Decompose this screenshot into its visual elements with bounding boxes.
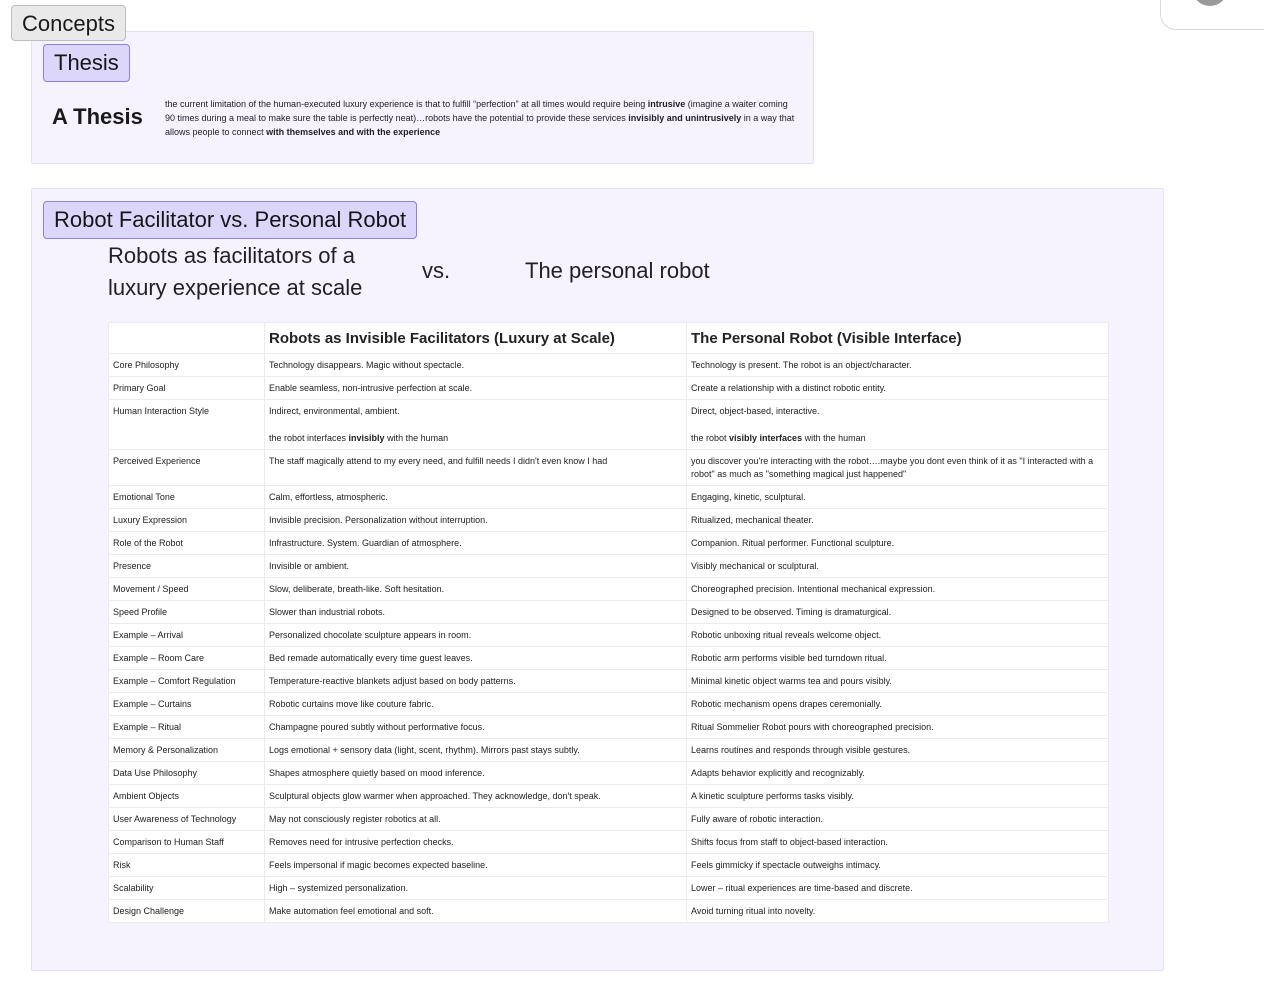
row-label-cell[interactable]: Comparison to Human Staff	[109, 831, 265, 854]
facilitator-cell[interactable]	[265, 624, 687, 647]
personal-robot-cell[interactable]	[687, 601, 1109, 624]
table-row	[109, 578, 1109, 601]
facilitator-cell[interactable]	[265, 854, 687, 877]
personal-robot-cell[interactable]	[687, 831, 1109, 854]
cell-text: Indirect, environmental, ambient.	[269, 406, 400, 416]
cell-text: Minimal kinetic object warms tea and pours visibly.	[691, 676, 892, 686]
row-label-cell[interactable]: Design Challenge	[109, 900, 265, 923]
row-label-cell[interactable]: Core Philosophy	[109, 354, 265, 377]
table-row	[109, 854, 1109, 877]
cell-text: Visibly mechanical or sculptural.	[691, 561, 819, 571]
cell-text: Logs emotional + sensory data (light, scent, rhythm). Mirrors past stays subtly.	[269, 745, 580, 755]
row-label-cell[interactable]: Speed Profile	[109, 601, 265, 624]
facilitator-cell[interactable]	[265, 900, 687, 923]
facilitator-cell[interactable]	[265, 555, 687, 578]
cell-text: Infrastructure. System. Guardian of atmosphere.	[269, 538, 462, 548]
cell-text: Ritualized, mechanical theater.	[691, 515, 814, 525]
cell-text: Companion. Ritual performer. Functional sculpture.	[691, 538, 895, 548]
cell-text: Slower than industrial robots.	[269, 607, 386, 617]
personal-robot-cell[interactable]	[687, 509, 1109, 532]
thesis-text-2: (imagine a waiter coming 90 times during a meal to make sure the table is perfectly neat)…robots have the potential to provide these services	[165, 99, 788, 123]
row-label-cell[interactable]: Role of the Robot	[109, 532, 265, 555]
facilitator-cell[interactable]	[265, 450, 687, 486]
cell-text: Temperature-reactive blankets adjust based on body patterns.	[269, 676, 516, 686]
sub-text: the robot interfaces	[269, 433, 349, 443]
robot-comparison-pill[interactable]: Robot Facilitator vs. Personal Robot	[43, 201, 417, 239]
row-label-cell[interactable]: Risk	[109, 854, 265, 877]
row-label-cell[interactable]: Primary Goal	[109, 377, 265, 400]
cell-text: Lower – ritual experiences are time-based and discrete.	[691, 883, 913, 893]
cell-text: Enable seamless, non-intrusive perfection at scale.	[269, 383, 473, 393]
cell-text: May not consciously register robotics at all.	[269, 814, 441, 824]
personal-robot-cell[interactable]	[687, 716, 1109, 739]
cell-text: Avoid turning ritual into novelty.	[691, 906, 816, 916]
table-row	[109, 624, 1109, 647]
personal-robot-interaction-note	[691, 432, 1104, 445]
table-row	[109, 785, 1109, 808]
cell-text: Shapes atmosphere quietly based on mood inference.	[269, 768, 485, 778]
cell-text: Learns routines and responds through visible gestures.	[691, 745, 911, 755]
personal-robot-cell[interactable]	[687, 624, 1109, 647]
cell-text: Champagne poured subtly without performative focus.	[269, 722, 485, 732]
table-row	[109, 739, 1109, 762]
facilitator-cell[interactable]	[265, 354, 687, 377]
row-label-cell[interactable]: Perceived Experience	[109, 450, 265, 486]
facilitator-cell[interactable]	[265, 716, 687, 739]
table-row	[109, 693, 1109, 716]
sub-text: with the human	[384, 433, 449, 443]
row-label-cell[interactable]: User Awareness of Technology	[109, 808, 265, 831]
cell-text: High – systemized personalization.	[269, 883, 409, 893]
row-label-cell[interactable]: Example – Arrival	[109, 624, 265, 647]
cell-text: Make automation feel emotional and soft.	[269, 906, 434, 916]
cell-text: Personalized chocolate sculpture appears in room.	[269, 630, 472, 640]
row-label-cell[interactable]: Scalability	[109, 877, 265, 900]
cell-text: Shifts focus from staff to object-based interaction.	[691, 837, 888, 847]
table-row	[109, 900, 1109, 923]
thesis-body	[165, 97, 795, 139]
personal-robot-cell[interactable]	[687, 400, 1109, 450]
cell-text: Robotic mechanism opens drapes ceremonially.	[691, 699, 882, 709]
facilitator-cell[interactable]	[265, 670, 687, 693]
row-label-cell[interactable]: Data Use Philosophy	[109, 762, 265, 785]
facilitator-cell[interactable]	[265, 400, 687, 450]
cell-text: Removes need for intrusive perfection checks.	[269, 837, 454, 847]
cell-text: Choreographed precision. Intentional mechanical expression.	[691, 584, 936, 594]
table-header-cell[interactable]	[109, 323, 265, 354]
personal-robot-cell[interactable]	[687, 647, 1109, 670]
row-label-cell[interactable]: Presence	[109, 555, 265, 578]
thesis-bold-1: intrusive	[647, 99, 686, 109]
cell-text: Designed to be observed. Timing is dramaturgical.	[691, 607, 892, 617]
table-row	[109, 400, 1109, 450]
thesis-text-1: the current limitation of the human-executed luxury experience is that to fulfill “perfection” at all times would require being	[165, 99, 648, 109]
personal-robot-cell[interactable]	[687, 854, 1109, 877]
facilitator-cell[interactable]	[265, 532, 687, 555]
row-label-cell[interactable]: Memory & Personalization	[109, 739, 265, 762]
personal-robot-cell[interactable]	[687, 670, 1109, 693]
personal-robot-cell[interactable]	[687, 450, 1109, 486]
cell-text: The staff magically attend to my every need, and fulfill needs I didn't even know I had	[269, 456, 608, 466]
table-row	[109, 555, 1109, 578]
table-row	[109, 354, 1109, 377]
cell-text: Feels gimmicky if spectacle outweighs intimacy.	[691, 860, 881, 870]
cell-text: Robotic curtains move like couture fabric.	[269, 699, 434, 709]
sub-bold: visibly interfaces	[729, 433, 803, 443]
table-row	[109, 450, 1109, 486]
cell-text: Engaging, kinetic, sculptural.	[691, 492, 806, 502]
personal-robot-cell[interactable]	[687, 354, 1109, 377]
cell-text: Slow, deliberate, breath-like. Soft hesitation.	[269, 584, 445, 594]
personal-robot-cell[interactable]	[687, 785, 1109, 808]
table-header-cell[interactable]: The Personal Robot (Visible Interface)	[687, 323, 1109, 354]
row-label-cell[interactable]: Example – Room Care	[109, 647, 265, 670]
cell-text: Invisible or ambient.	[269, 561, 350, 571]
facilitator-cell[interactable]	[265, 762, 687, 785]
facilitator-cell[interactable]	[265, 486, 687, 509]
table-row	[109, 877, 1109, 900]
personal-robot-cell[interactable]	[687, 377, 1109, 400]
personal-robot-cell[interactable]	[687, 486, 1109, 509]
row-label-cell[interactable]: Example – Ritual	[109, 716, 265, 739]
row-label-cell[interactable]: Emotional Tone	[109, 486, 265, 509]
table-row	[109, 831, 1109, 854]
row-label-cell[interactable]: Movement / Speed	[109, 578, 265, 601]
personal-robot-cell[interactable]	[687, 578, 1109, 601]
personal-robot-cell[interactable]	[687, 762, 1109, 785]
facilitator-cell[interactable]	[265, 578, 687, 601]
facilitator-cell[interactable]	[265, 601, 687, 624]
personal-robot-cell[interactable]	[687, 555, 1109, 578]
personal-robot-cell[interactable]	[687, 739, 1109, 762]
cell-text: Technology is present. The robot is an object/character.	[691, 360, 912, 370]
sub-text: the robot	[691, 433, 730, 443]
table-row	[109, 486, 1109, 509]
cell-text: Robotic unboxing ritual reveals welcome object.	[691, 630, 882, 640]
cell-text: Robotic arm performs visible bed turndown ritual.	[691, 653, 887, 663]
table-row	[109, 762, 1109, 785]
thesis-bold-2: invisibly and unintrusively	[628, 113, 742, 123]
right-heading: The personal robot	[525, 258, 710, 283]
facilitator-cell[interactable]	[265, 647, 687, 670]
thesis-heading: A Thesis	[52, 104, 143, 129]
cell-text: Sculptural objects glow warmer when approached. They acknowledge, don't speak.	[269, 791, 601, 801]
facilitator-cell[interactable]	[265, 739, 687, 762]
sub-text: with the human	[802, 433, 866, 443]
table-row	[109, 509, 1109, 532]
facilitator-interaction-note	[269, 432, 682, 445]
table-row	[109, 601, 1109, 624]
cell-text: Adapts behavior explicitly and recognizably.	[691, 768, 865, 778]
cell-text: Bed remade automatically every time guest leaves.	[269, 653, 473, 663]
facilitator-cell[interactable]	[265, 808, 687, 831]
cell-text: you discover you're interacting with the robot….maybe you dont even think of it as "I interacted with a robot" as much as "something magical just happened"	[691, 456, 1094, 479]
table-row	[109, 716, 1109, 739]
table-row	[109, 670, 1109, 693]
cell-text: Fully aware of robotic interaction.	[691, 814, 824, 824]
thesis-bold-3: with themselves and with the experience	[266, 127, 441, 137]
facilitator-cell[interactable]	[265, 509, 687, 532]
facilitator-cell[interactable]	[265, 877, 687, 900]
cell-text: Direct, object-based, interactive.	[691, 406, 820, 416]
facilitator-cell[interactable]	[265, 693, 687, 716]
personal-robot-cell[interactable]	[687, 693, 1109, 716]
row-label-cell[interactable]: Example – Comfort Regulation	[109, 670, 265, 693]
concepts-frame-label[interactable]: Concepts	[11, 5, 126, 41]
comparison-table[interactable]	[108, 322, 1109, 923]
thesis-pill[interactable]: Thesis	[43, 44, 130, 82]
vs-label: vs.	[422, 258, 451, 283]
cell-text: A kinetic sculpture performs tasks visibly.	[691, 791, 854, 801]
cell-text: Invisible precision. Personalization without interruption.	[269, 515, 488, 525]
personal-robot-cell[interactable]	[687, 900, 1109, 923]
cell-text: Calm, effortless, atmospheric.	[269, 492, 388, 502]
personal-robot-cell[interactable]	[687, 808, 1109, 831]
table-row	[109, 532, 1109, 555]
cell-text: Technology disappears. Magic without spectacle.	[269, 360, 465, 370]
facilitator-cell[interactable]	[265, 785, 687, 808]
sub-bold: invisibly	[348, 433, 385, 443]
personal-robot-cell[interactable]	[687, 532, 1109, 555]
personal-robot-cell[interactable]	[687, 877, 1109, 900]
thesis-text-3: in a way that allows people to connect	[165, 113, 795, 137]
table-row	[109, 647, 1109, 670]
row-label-cell[interactable]: Luxury Expression	[109, 509, 265, 532]
table-row	[109, 808, 1109, 831]
row-label-cell[interactable]: Ambient Objects	[109, 785, 265, 808]
facilitator-cell[interactable]	[265, 377, 687, 400]
row-label-cell[interactable]: Human Interaction Style	[109, 400, 265, 450]
cell-text: Ritual Sommelier Robot pours with choreographed precision.	[691, 722, 934, 732]
cell-text: Create a relationship with a distinct robotic entity.	[691, 383, 886, 393]
table-header-cell[interactable]: Robots as Invisible Facilitators (Luxury at Scale)	[265, 323, 687, 354]
left-heading: Robots as facilitators of a luxury experience at scale	[108, 243, 363, 300]
facilitator-cell[interactable]	[265, 831, 687, 854]
cell-text: Feels impersonal if magic becomes expected baseline.	[269, 860, 488, 870]
table-row	[109, 377, 1109, 400]
row-label-cell[interactable]: Example – Curtains	[109, 693, 265, 716]
table-header-row	[109, 323, 1109, 354]
